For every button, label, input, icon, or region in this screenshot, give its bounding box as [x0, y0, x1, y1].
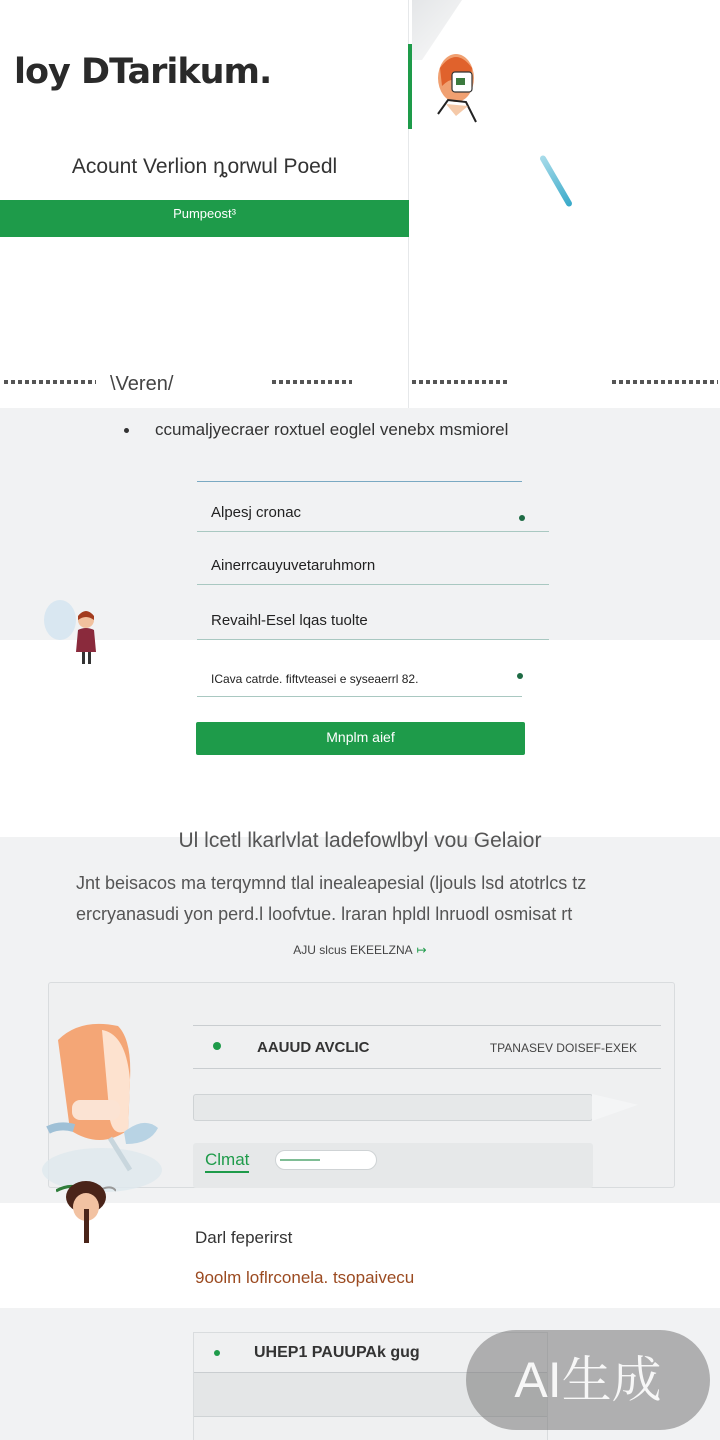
card-left-label: AAUUD AVCLIC	[257, 1039, 370, 1056]
status-dot-icon	[517, 673, 523, 679]
hero-section	[0, 0, 720, 408]
page-subtitle: Acount Verlion ȵorwul Poedl	[71, 155, 338, 178]
hero-banner-button[interactable]: Pumpeost³	[0, 200, 409, 237]
chat-toggle[interactable]	[275, 1150, 377, 1170]
bullet-icon	[124, 428, 129, 433]
form-field-2[interactable]	[197, 532, 549, 585]
card-right-label: TPANASEV DOISEF-EXEK	[489, 1041, 637, 1055]
info-body	[76, 868, 696, 930]
status-dot-icon	[213, 1042, 221, 1050]
teal-stroke-decoration	[539, 154, 573, 207]
note-title: Darl feperirst	[195, 1228, 293, 1247]
dash-line	[4, 380, 96, 384]
arrow-right-icon: ↦	[416, 943, 427, 957]
ai-generated-watermark: AI生成	[466, 1330, 710, 1430]
info-title: Ul lcetl lkarlvlat ladefowlbyl vou Gelaior	[178, 829, 542, 852]
person-avatar-icon	[44, 596, 104, 668]
separator-label: \Veren/	[110, 373, 174, 395]
dash-line	[272, 380, 352, 384]
dash-line	[612, 380, 718, 384]
bottom-card-label: UHEP1 PAUUPAk gug	[254, 1344, 420, 1361]
chat-box	[193, 1143, 593, 1188]
account-card-row[interactable]	[193, 1025, 661, 1069]
form-heading-text: ccumaljyecraer roxtuel eoglel venebx msmiorel	[155, 420, 509, 439]
status-dot-icon	[519, 515, 525, 521]
info-link-text: AJU slcus EKEELZNA	[293, 943, 413, 957]
section-separator	[0, 372, 720, 394]
form-field-3[interactable]	[197, 585, 549, 640]
text-input[interactable]	[193, 1094, 593, 1121]
form-field-value: Revaihl-Esel lqas tuolte	[211, 612, 368, 629]
form-field-1[interactable]	[197, 482, 549, 532]
dash-line	[412, 380, 510, 384]
info-link[interactable]	[0, 943, 720, 957]
hero-illustration	[412, 0, 720, 408]
form-field-4[interactable]	[197, 640, 522, 697]
form-field-value: Ainerrcauyuvetaruhmorn	[211, 557, 376, 574]
form-heading	[124, 420, 508, 440]
info-body-line: Jnt beisacos ma terqymnd tlal inealeapesial (ljouls lsd atotrlcs tz	[76, 873, 587, 893]
form-field-value: ICava catrde. fiftvteasei e syseaerrl 82.	[211, 672, 419, 686]
submit-button[interactable]: Mnplm aief	[196, 722, 525, 755]
form-field-value: Alpesj cronac	[211, 504, 302, 521]
info-body-line: ercryanasudi yon perd.l loofvtue. lraran hpldl lnruodl osmisat rt	[76, 904, 573, 924]
brand-logo[interactable]: loy DTarikum.	[14, 52, 272, 92]
hero-left-panel	[0, 0, 409, 408]
person-illustration-icon	[40, 1020, 165, 1195]
person-illustration-icon	[426, 42, 486, 130]
chat-link[interactable]: Clmat	[205, 1150, 249, 1173]
note-text: 9oolm loflrconela. tsopaivecu	[195, 1268, 415, 1287]
person-avatar-icon	[56, 1175, 116, 1245]
status-dot-icon	[214, 1350, 220, 1356]
